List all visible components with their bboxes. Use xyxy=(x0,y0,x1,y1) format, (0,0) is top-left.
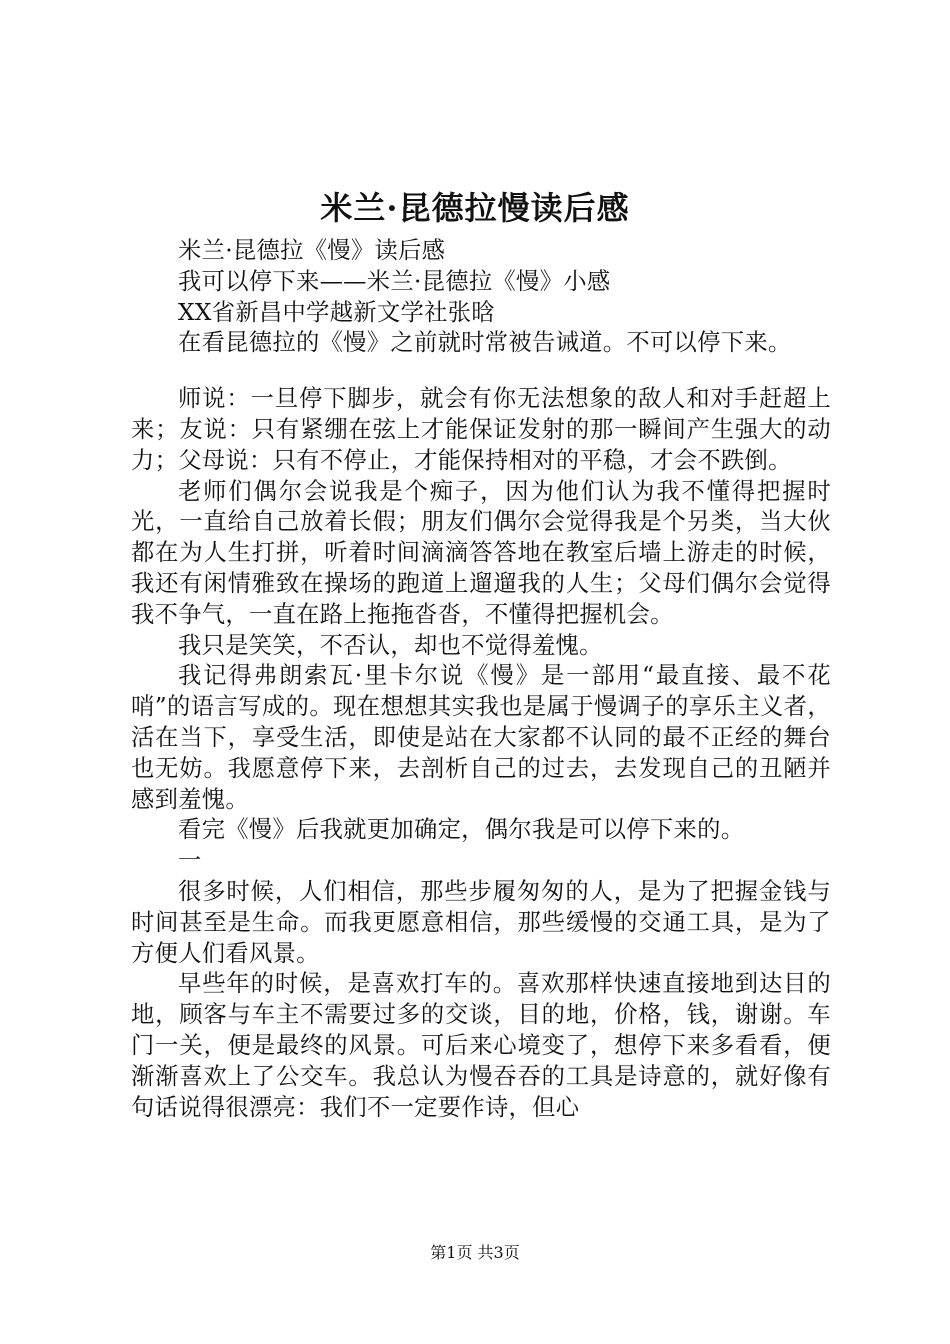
paragraph: 我可以停下来——米兰·昆德拉《慢》小感 xyxy=(178,267,611,295)
page-footer: 第1页 共3页 xyxy=(430,1243,520,1262)
paragraph: 很多时候，人们相信，那些步履匆匆的人，是为了把握金钱与时间甚至是生命。而我更愿意相信，那些缓慢的交通工具，是为了方便人们看风景。 xyxy=(131,877,831,967)
paragraph: 看完《慢》后我就更加确定，偶尔我是可以停下来的。 xyxy=(178,816,745,844)
paragraph: XX省新昌中学越新文学社张晗 xyxy=(178,298,495,326)
paragraph: 我记得弗朗索瓦·里卡尔说《慢》是一部用“最直接、最不花哨”的语言写成的。现在想想其实我也是属于慢调子的享乐主义者，活在当下，享受生活，即使是站在大家都不认同的最不正经的舞台也无妨。我愿意停下来，去剖析自己的过去，去发现自己的丑陋并感到羞愧。 xyxy=(131,662,831,813)
section-marker: 一 xyxy=(178,847,202,875)
document-title: 米兰·昆德拉慢读后感 xyxy=(320,189,630,227)
paragraph: 老师们偶尔会说我是个痴子，因为他们认为我不懂得把握时光，一直给自己放着长假；朋友们偶尔会觉得我是个另类，当大伙都在为人生打拼，听着时间滴滴答答地在教室后墙上游走的时候，我还有闲情雅致在操场的跑道上遛遛我的人生；父母们偶尔会觉得我不争气，一直在路上拖拖沓沓，不懂得把握机会。 xyxy=(131,477,831,628)
paragraph: 我只是笑笑，不否认，却也不觉得羞愧。 xyxy=(178,631,603,659)
paragraph: 早些年的时候，是喜欢打车的。喜欢那样快速直接地到达目的地，顾客与车主不需要过多的交谈，目的地，价格，钱，谢谢。车门一关，便是最终的风景。可后来心境变了，想停下来多看看，便渐渐喜欢上了公交车。我总认为慢吞吞的工具是诗意的，就好像有句话说得很漂亮：我们不一定要作诗，但心 xyxy=(131,970,831,1121)
paragraph: 师说：一旦停下脚步，就会有你无法想象的敌人和对手赶超上来；友说：只有紧绷在弦上才能保证发射的那一瞬间产生强大的动力；父母说：只有不停止，才能保持相对的平稳，才会不跌倒。 xyxy=(131,385,831,474)
paragraph: 在看昆德拉的《慢》之前就时常被告诫道。不可以停下来。 xyxy=(178,329,792,357)
document-body xyxy=(131,236,831,1123)
paragraph: 米兰·昆德拉《慢》读后感 xyxy=(178,237,446,264)
